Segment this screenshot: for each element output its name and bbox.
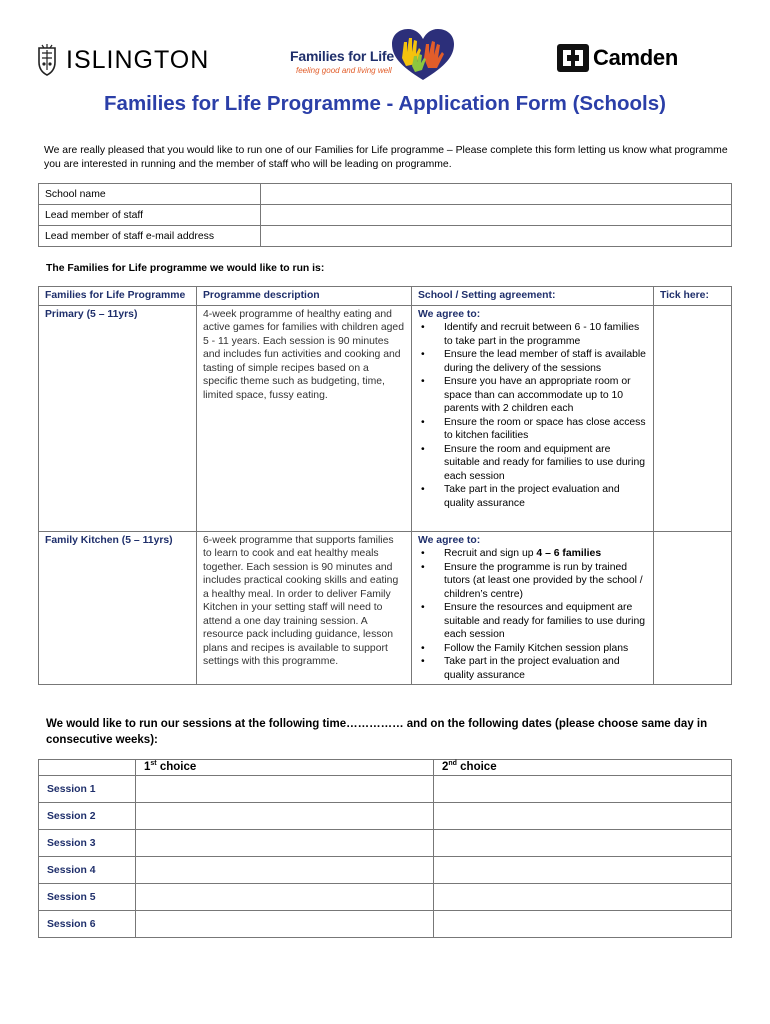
page-title: Families for Life Programme - Application Form (Schools)	[104, 92, 666, 115]
table-header-row	[39, 760, 732, 776]
list-item: • Ensure the room and equipment are suitable and ready for families to use during each session	[418, 443, 647, 484]
session-label: Session 6	[39, 911, 136, 938]
programme-name: Family Kitchen (5 – 11yrs)	[39, 531, 197, 685]
school-name-field[interactable]	[261, 184, 732, 205]
school-name-label: School name	[39, 184, 261, 205]
table-row	[39, 857, 732, 884]
choice2-number: 2	[442, 760, 449, 773]
list-item: • Ensure the resources and equipment are suitable and ready for families to use during each session	[418, 601, 647, 642]
session-label: Session 2	[39, 803, 136, 830]
table-row	[39, 531, 732, 685]
first-choice-field[interactable]	[136, 884, 434, 911]
table-row	[39, 803, 732, 830]
first-choice-header	[136, 760, 434, 776]
sessions-heading: We would like to run our sessions at the following time…………… and on the following dates (please choose same day in consecutive weeks):	[46, 718, 708, 746]
sessions-table	[38, 759, 732, 938]
choice1-suffix: st	[150, 760, 157, 767]
tick-cell-family-kitchen[interactable]	[654, 531, 732, 685]
islington-logo	[36, 42, 209, 78]
table-row	[39, 776, 732, 803]
list-item: • Take part in the project evaluation and quality assurance	[418, 483, 647, 510]
description-text: 4-week programme of healthy eating and active games for families with children aged 5 - 11 years. Each session is 90 minutes and includes fun activities and cooking and tasting of simple recipes based on a specific theme such as budgeting, time, limited space, fussy eating.	[203, 308, 404, 401]
list-item: • Take part in the project evaluation and quality assurance	[418, 655, 647, 682]
list-item: • Follow the Family Kitchen session plans	[418, 642, 647, 656]
session-label: Session 4	[39, 857, 136, 884]
agreement-list	[418, 321, 647, 510]
tick-cell-primary[interactable]	[654, 305, 732, 531]
camden-symbol-icon	[557, 44, 589, 72]
table-row	[39, 184, 732, 205]
second-choice-field[interactable]	[434, 830, 732, 857]
second-choice-field[interactable]	[434, 803, 732, 830]
lead-staff-label: Lead member of staff	[39, 205, 261, 226]
second-choice-field[interactable]	[434, 857, 732, 884]
session-label: Session 1	[39, 776, 136, 803]
blank-header	[39, 760, 136, 776]
intro-paragraph: We are really pleased that you would like to run one of our Families for Life programme – Please complete this form letting us know what programme you are interested in running and the member of staff who will be leading on programme.	[44, 145, 728, 170]
programme-name: Primary (5 – 11yrs)	[39, 305, 197, 531]
families-for-life-logo	[290, 28, 460, 84]
list-item: • Identify and recruit between 6 - 10 families to take part in the programme	[418, 321, 647, 348]
second-choice-field[interactable]	[434, 884, 732, 911]
first-choice-field[interactable]	[136, 803, 434, 830]
islington-wordmark: ISLINGTON	[66, 45, 210, 74]
first-choice-field[interactable]	[136, 776, 434, 803]
choice1-number: 1	[144, 760, 151, 773]
staff-details-table	[38, 183, 732, 247]
list-item: • Ensure you have an appropriate room or space than can accommodate up to 10 parents with 2 children each	[418, 375, 647, 416]
camden-wordmark: Camden	[593, 45, 678, 70]
lead-staff-email-label: Lead member of staff e-mail address	[39, 226, 261, 247]
session-label: Session 3	[39, 830, 136, 857]
lead-staff-field[interactable]	[261, 205, 732, 226]
table-row	[39, 830, 732, 857]
list-item: • Ensure the room or space has close access to kitchen facilities	[418, 416, 647, 443]
header-tick: Tick here:	[654, 287, 732, 306]
camden-logo	[557, 44, 678, 72]
list-item: • Ensure the programme is run by trained tutors (at least one provided by the school / children’s centre)	[418, 561, 647, 602]
list-item: • Ensure the lead member of staff is available during the delivery of the sessions	[418, 348, 647, 375]
programme-heading: The Families for Life programme we would like to run is:	[46, 263, 325, 274]
header-description: Programme description	[197, 287, 412, 306]
programme-table	[38, 286, 732, 685]
table-row	[39, 226, 732, 247]
header-programme: Families for Life Programme	[39, 287, 197, 306]
islington-crest-icon	[36, 44, 58, 76]
first-choice-field[interactable]	[136, 830, 434, 857]
first-choice-field[interactable]	[136, 911, 434, 938]
agreement-bold: 4 – 6 families	[536, 548, 602, 559]
ffl-logo-title: Families for Life	[290, 48, 394, 64]
choice2-text: choice	[456, 760, 497, 773]
table-row	[39, 911, 732, 938]
agree-label: We agree to:	[418, 534, 481, 546]
ffl-logo-tagline: feeling good and living well	[296, 66, 392, 75]
agreement-list	[418, 547, 647, 682]
agree-label: We agree to:	[418, 308, 481, 320]
list-item	[418, 547, 647, 561]
first-choice-field[interactable]	[136, 857, 434, 884]
table-header-row	[39, 287, 732, 306]
agreement-cell	[412, 531, 654, 685]
programme-description	[197, 531, 412, 685]
table-row	[39, 884, 732, 911]
choice1-text: choice	[156, 760, 197, 773]
lead-staff-email-field[interactable]	[261, 226, 732, 247]
second-choice-field[interactable]	[434, 776, 732, 803]
session-label: Session 5	[39, 884, 136, 911]
second-choice-field[interactable]	[434, 911, 732, 938]
header-agreement: School / Setting agreement:	[412, 287, 654, 306]
heart-hands-icon	[390, 28, 456, 82]
choice2-suffix: nd	[448, 760, 457, 767]
table-row	[39, 305, 732, 531]
agreement-cell	[412, 305, 654, 531]
second-choice-header	[434, 760, 732, 776]
table-row	[39, 205, 732, 226]
description-text: 6-week programme that supports families to learn to cook and eat healthy meals together. Each session is 90 minutes and includes practical cooking skills and eating a healthy meal. In order to deliver Family Kitchen in your setting staff will need to attend a one day training session. A resource pack including guidance, lesson plans and recipes is available to support settings with this programme.	[203, 534, 399, 667]
programme-description	[197, 305, 412, 531]
agreement-prefix: Recruit and sign up	[444, 548, 537, 559]
